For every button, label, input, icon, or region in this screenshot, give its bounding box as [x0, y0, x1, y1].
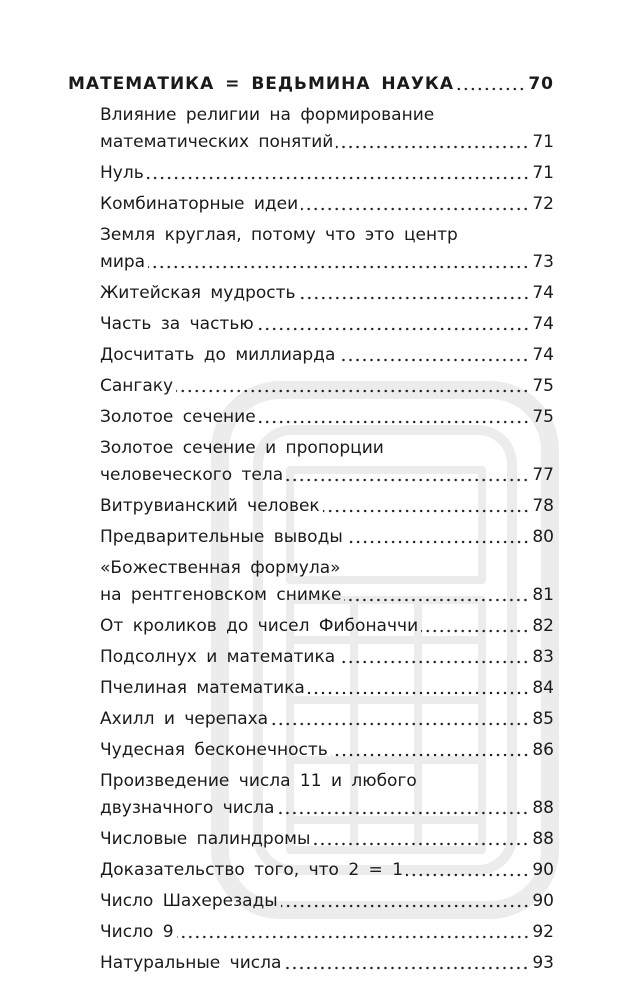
- toc-entry-page-number: 90: [532, 860, 554, 880]
- dot-leader: [301, 207, 529, 211]
- dot-leader: [286, 478, 529, 482]
- toc-entry-page-number: 90: [532, 891, 554, 911]
- dot-leader: [308, 691, 530, 695]
- toc-entry-page-number: 75: [532, 376, 554, 396]
- toc-entry-page-number: 81: [532, 585, 554, 605]
- toc-entry-page-number: 74: [532, 283, 554, 303]
- dot-leader: [346, 540, 530, 544]
- toc-entry[interactable]: [68, 403, 554, 431]
- toc-entry-page-number: 88: [532, 829, 554, 849]
- toc-entry-title: двузначного числа: [100, 798, 275, 818]
- toc-entry-title: Досчитать до миллиарда: [100, 345, 336, 365]
- toc-entry-page-number: 71: [532, 163, 554, 183]
- toc-entry-title: Предварительные выводы: [100, 527, 343, 547]
- toc-entry[interactable]: [68, 581, 554, 609]
- dot-leader: [257, 327, 530, 331]
- toc-entry-title: Число 9: [100, 922, 174, 942]
- toc-entry-page-number: 88: [532, 798, 554, 818]
- toc-entry-title-line[interactable]: Земля круглая, потому что это центр: [100, 225, 458, 245]
- toc-entry[interactable]: [68, 248, 554, 276]
- toc-entry-page-number: 78: [532, 496, 554, 516]
- dot-leader: [271, 722, 529, 726]
- toc-entry-title: Доказательство того, что 2 = 1: [100, 860, 404, 880]
- toc-entry-title: Витрувианский человек: [100, 496, 320, 516]
- toc-entry[interactable]: [68, 372, 554, 400]
- dot-leader: [336, 145, 529, 149]
- toc-entry[interactable]: [68, 492, 554, 520]
- toc-entry-title: Число Шахерезады: [100, 891, 278, 911]
- toc-entry[interactable]: [68, 310, 554, 338]
- toc-entry[interactable]: [68, 949, 554, 977]
- toc-entry-page-number: 85: [532, 709, 554, 729]
- toc-entry[interactable]: [68, 461, 554, 489]
- toc-entry-title: Ахилл и черепаха: [100, 709, 269, 729]
- toc-entry[interactable]: [68, 674, 554, 702]
- toc-entry-page-number: 83: [532, 647, 554, 667]
- toc-entry-title: Золотое сечение: [100, 407, 256, 427]
- dot-leader: [344, 598, 529, 602]
- toc-entry-page-number: 77: [532, 465, 554, 485]
- section-page-number: 70: [528, 74, 554, 94]
- toc-entry-page-number: 73: [532, 252, 554, 272]
- toc-entry[interactable]: [68, 643, 554, 671]
- toc-entry[interactable]: [68, 825, 554, 853]
- toc-entry[interactable]: [68, 279, 554, 307]
- toc-entry-title: мира: [100, 252, 146, 272]
- toc-entry-title-line[interactable]: «Божественная формула»: [100, 558, 341, 578]
- dot-leader: [406, 873, 529, 877]
- dot-leader: [323, 509, 530, 513]
- toc-entry-page-number: 72: [532, 194, 554, 214]
- dot-leader: [299, 296, 530, 300]
- toc-entry[interactable]: [68, 887, 554, 915]
- toc-entry-title: человеческого тела: [100, 465, 284, 485]
- dot-leader: [284, 966, 529, 970]
- section-title: МАТЕМАТИКА = ВЕДЬМИНА НАУКА: [68, 74, 454, 94]
- toc-entry[interactable]: [68, 705, 554, 733]
- toc-entry[interactable]: [68, 736, 554, 764]
- toc-entry-title: на рентгеновском снимке: [100, 585, 342, 605]
- dot-leader: [177, 935, 530, 939]
- dot-leader: [147, 176, 530, 180]
- toc-entry[interactable]: [68, 159, 554, 187]
- toc-entry-title: Комбинаторные идеи: [100, 194, 299, 214]
- dot-leader: [259, 420, 530, 424]
- toc-entry-page-number: 93: [532, 953, 554, 973]
- dot-leader: [313, 842, 529, 846]
- toc-entry-title-line[interactable]: Влияние религии на формирование: [100, 105, 435, 125]
- toc-entry-page-number: 71: [532, 132, 554, 152]
- toc-entry-title: математических понятий: [100, 132, 334, 152]
- dot-leader: [176, 389, 529, 393]
- toc-entry-title: От кроликов до чисел Фибоначчи: [100, 616, 419, 636]
- section-heading[interactable]: [68, 70, 554, 98]
- toc-entry-page-number: 86: [532, 740, 554, 760]
- toc-entry[interactable]: [68, 190, 554, 218]
- toc-entry-page-number: 92: [532, 922, 554, 942]
- dot-leader: [338, 358, 529, 362]
- toc-entry-title-line[interactable]: Золотое сечение и пропорции: [100, 438, 384, 458]
- toc-entry[interactable]: [68, 341, 554, 369]
- dot-leader: [338, 660, 529, 664]
- toc-entry-page-number: 82: [532, 616, 554, 636]
- toc-entry-title: Числовые палиндромы: [100, 829, 311, 849]
- dot-leader: [421, 629, 529, 633]
- toc-entry-title: Часть за частью: [100, 314, 254, 334]
- toc-entry-title: Пчелиная математика: [100, 678, 305, 698]
- toc-entry-title: Сангаку: [100, 376, 174, 396]
- toc-entry[interactable]: [68, 128, 554, 156]
- toc-entry-title-line[interactable]: Произведение числа 11 и любого: [100, 771, 417, 791]
- dot-leader: [281, 904, 530, 908]
- toc-entry[interactable]: [68, 856, 554, 884]
- toc-entry-page-number: 74: [532, 314, 554, 334]
- toc-entry-title: Натуральные числа: [100, 953, 282, 973]
- toc-entry-title: Житейская мудрость: [100, 283, 296, 303]
- toc-entry-title: Нуль: [100, 163, 144, 183]
- toc-entry[interactable]: [68, 794, 554, 822]
- dot-leader: [457, 87, 525, 91]
- dot-leader: [148, 265, 529, 269]
- toc-entry[interactable]: [68, 918, 554, 946]
- toc-entry-page-number: 74: [532, 345, 554, 365]
- toc-entry-page-number: 75: [532, 407, 554, 427]
- dot-leader: [331, 753, 530, 757]
- toc-entry-page-number: 80: [532, 527, 554, 547]
- toc-entry-page-number: 84: [532, 678, 554, 698]
- toc-entry-title: Чудесная бесконечность: [100, 740, 328, 760]
- table-of-contents: [68, 70, 554, 977]
- dot-leader: [277, 811, 529, 815]
- toc-entry[interactable]: [68, 612, 554, 640]
- toc-entry[interactable]: [68, 523, 554, 551]
- toc-entry-title: Подсолнух и математика: [100, 647, 336, 667]
